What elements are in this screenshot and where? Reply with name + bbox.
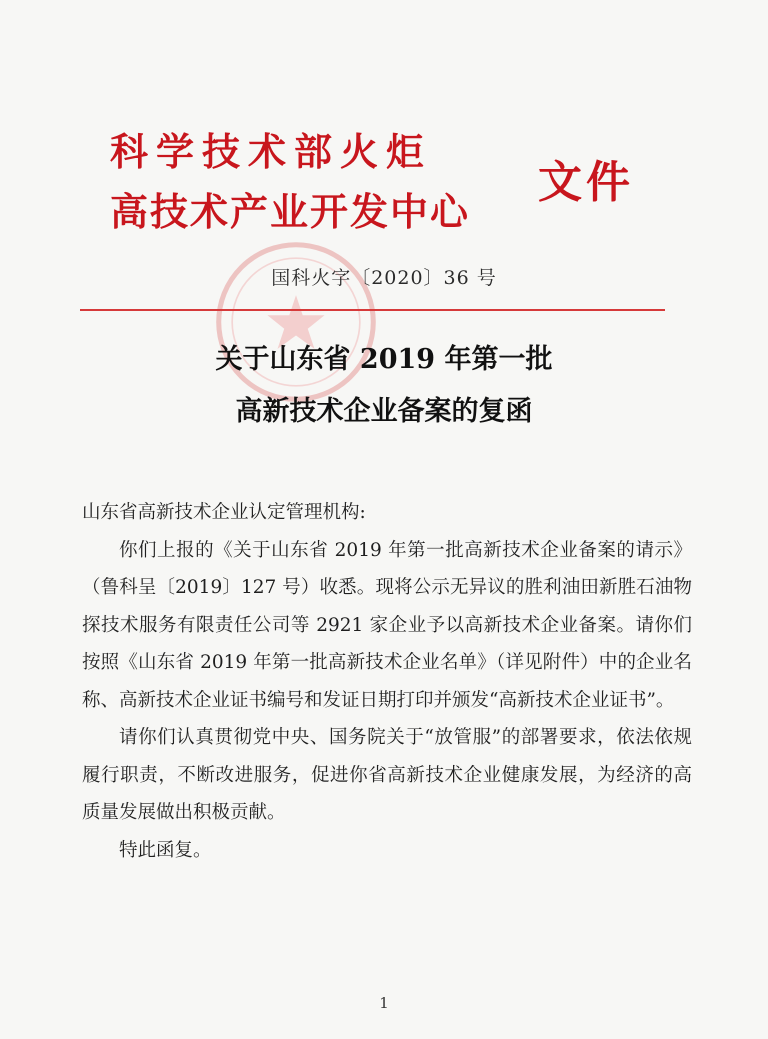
page-number: 1 <box>379 994 389 1012</box>
body-paragraph-2: 请你们认真贯彻党中央、国务院关于“放管服”的部署要求，依法依规履行职责，不断改进服务，促进你省高新技术企业健康发展，为经济的高质量发展做出积极贡献。 <box>82 727 692 823</box>
title-line-1: 关于山东省 2019 年第一批 <box>215 344 553 375</box>
document-title <box>0 334 768 438</box>
document-number: 国科火字〔2020〕36 号 <box>271 267 497 289</box>
document-kind-label: 文件 <box>538 157 634 208</box>
issuing-authority <box>110 122 470 242</box>
document-body <box>82 494 692 869</box>
header-divider <box>80 309 665 311</box>
issuer-line-2: 高技术产业开发中心 <box>110 190 471 234</box>
addressee: 山东省高新技术企业认定管理机构: <box>82 502 366 523</box>
body-paragraph-1: 你们上报的《关于山东省 2019 年第一批高新技术企业备案的请示》（鲁科呈〔2019〕127 号）收悉。现将公示无异议的胜利油田新胜石油物探技术服务有限责任公司等 2921 家企业予以高新技术企业备案。请你们按照《山东省 2019 年第一批高新技术企业名单》（详见附件）中的企业名称、高新技术企业证书编号和发证日期打印并颁发“高新技术企业证书”。 <box>82 539 692 711</box>
title-line-2: 高新技术企业备案的复函 <box>235 396 533 427</box>
issuer-line-1: 科学技术部火炬 <box>110 130 433 174</box>
closing-line: 特此函复。 <box>119 839 212 861</box>
